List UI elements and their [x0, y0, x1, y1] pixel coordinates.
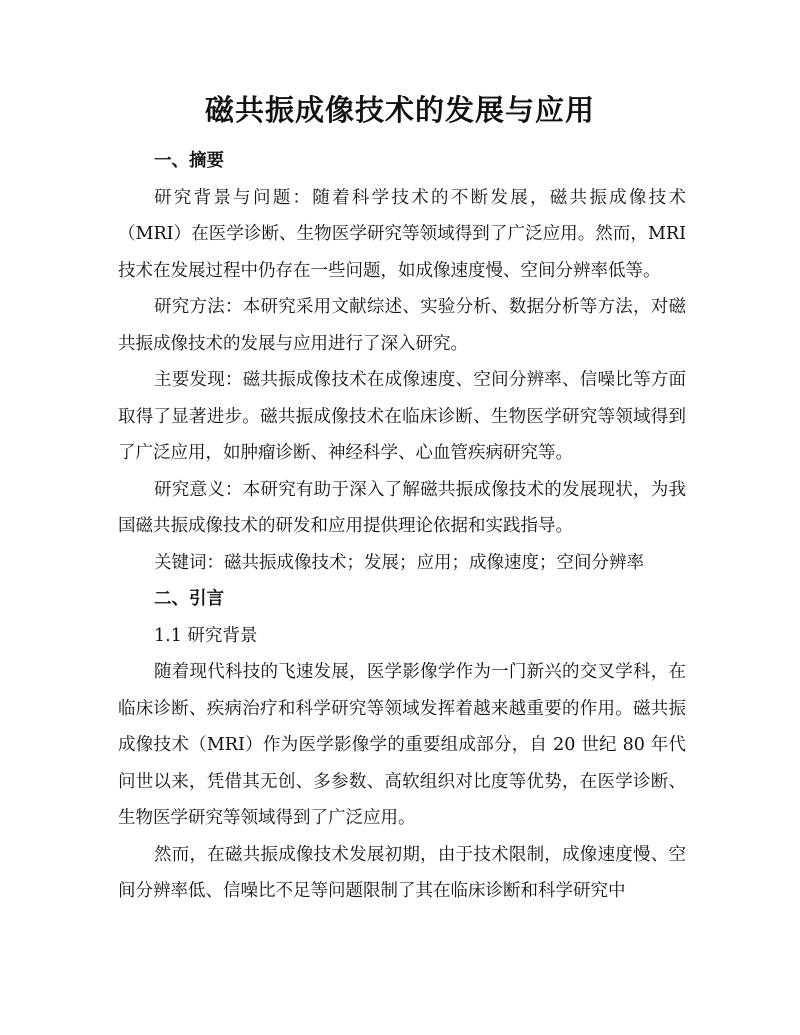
- introduction-paragraph-2: 然而，在磁共振成像技术发展初期，由于技术限制，成像速度慢、空间分辨率低、信噪比不足等问题限制了其在临床诊断和科学研究中: [118, 844, 686, 901]
- keywords-line: 关键词：磁共振成像技术；发展；应用；成像速度；空间分辨率: [154, 552, 644, 573]
- document-body: [118, 143, 686, 910]
- introduction-paragraph-1: 随着现代科技的飞速发展，医学影像学作为一门新兴的交叉学科，在临床诊断、疾病治疗和科学研究等领域发挥着越来越重要的作用。磁共振成像技术（MRI）作为医学影像学的重要组成部分，自 20 世纪 80 年代问世以来，凭借其无创、多参数、高软组织对比度等优势，在医学诊断、生物医学研究等领域得到了广泛应用。: [118, 662, 686, 828]
- subsection-heading-background: 1.1 研究背景: [154, 625, 258, 646]
- document-title: 磁共振成像技术的发展与应用: [204, 93, 595, 127]
- abstract-method-paragraph: 研究方法：本研究采用文献综述、实验分析、数据分析等方法，对磁共振成像技术的发展与应用进行了深入研究。: [118, 297, 686, 354]
- section-heading-introduction: 二、引言: [154, 589, 224, 609]
- abstract-findings-paragraph: 主要发现：磁共振成像技术在成像速度、空间分辨率、信噪比等方面取得了显著进步。磁共振成像技术在临床诊断、生物医学研究等领域得到了广泛应用，如肿瘤诊断、神经科学、心血管疾病研究等。: [118, 370, 686, 463]
- section-heading-abstract: 一、摘要: [154, 151, 224, 171]
- abstract-significance-paragraph: 研究意义：本研究有助于深入了解磁共振成像技术的发展现状，为我国磁共振成像技术的研发和应用提供理论依据和实践指导。: [118, 479, 686, 536]
- abstract-background-paragraph: 研究背景与问题：随着科学技术的不断发展，磁共振成像技术（MRI）在医学诊断、生物医学研究等领域得到了广泛应用。然而，MRI 技术在发展过程中仍存在一些问题，如成像速度慢、空间分辨率低等。: [118, 187, 686, 281]
